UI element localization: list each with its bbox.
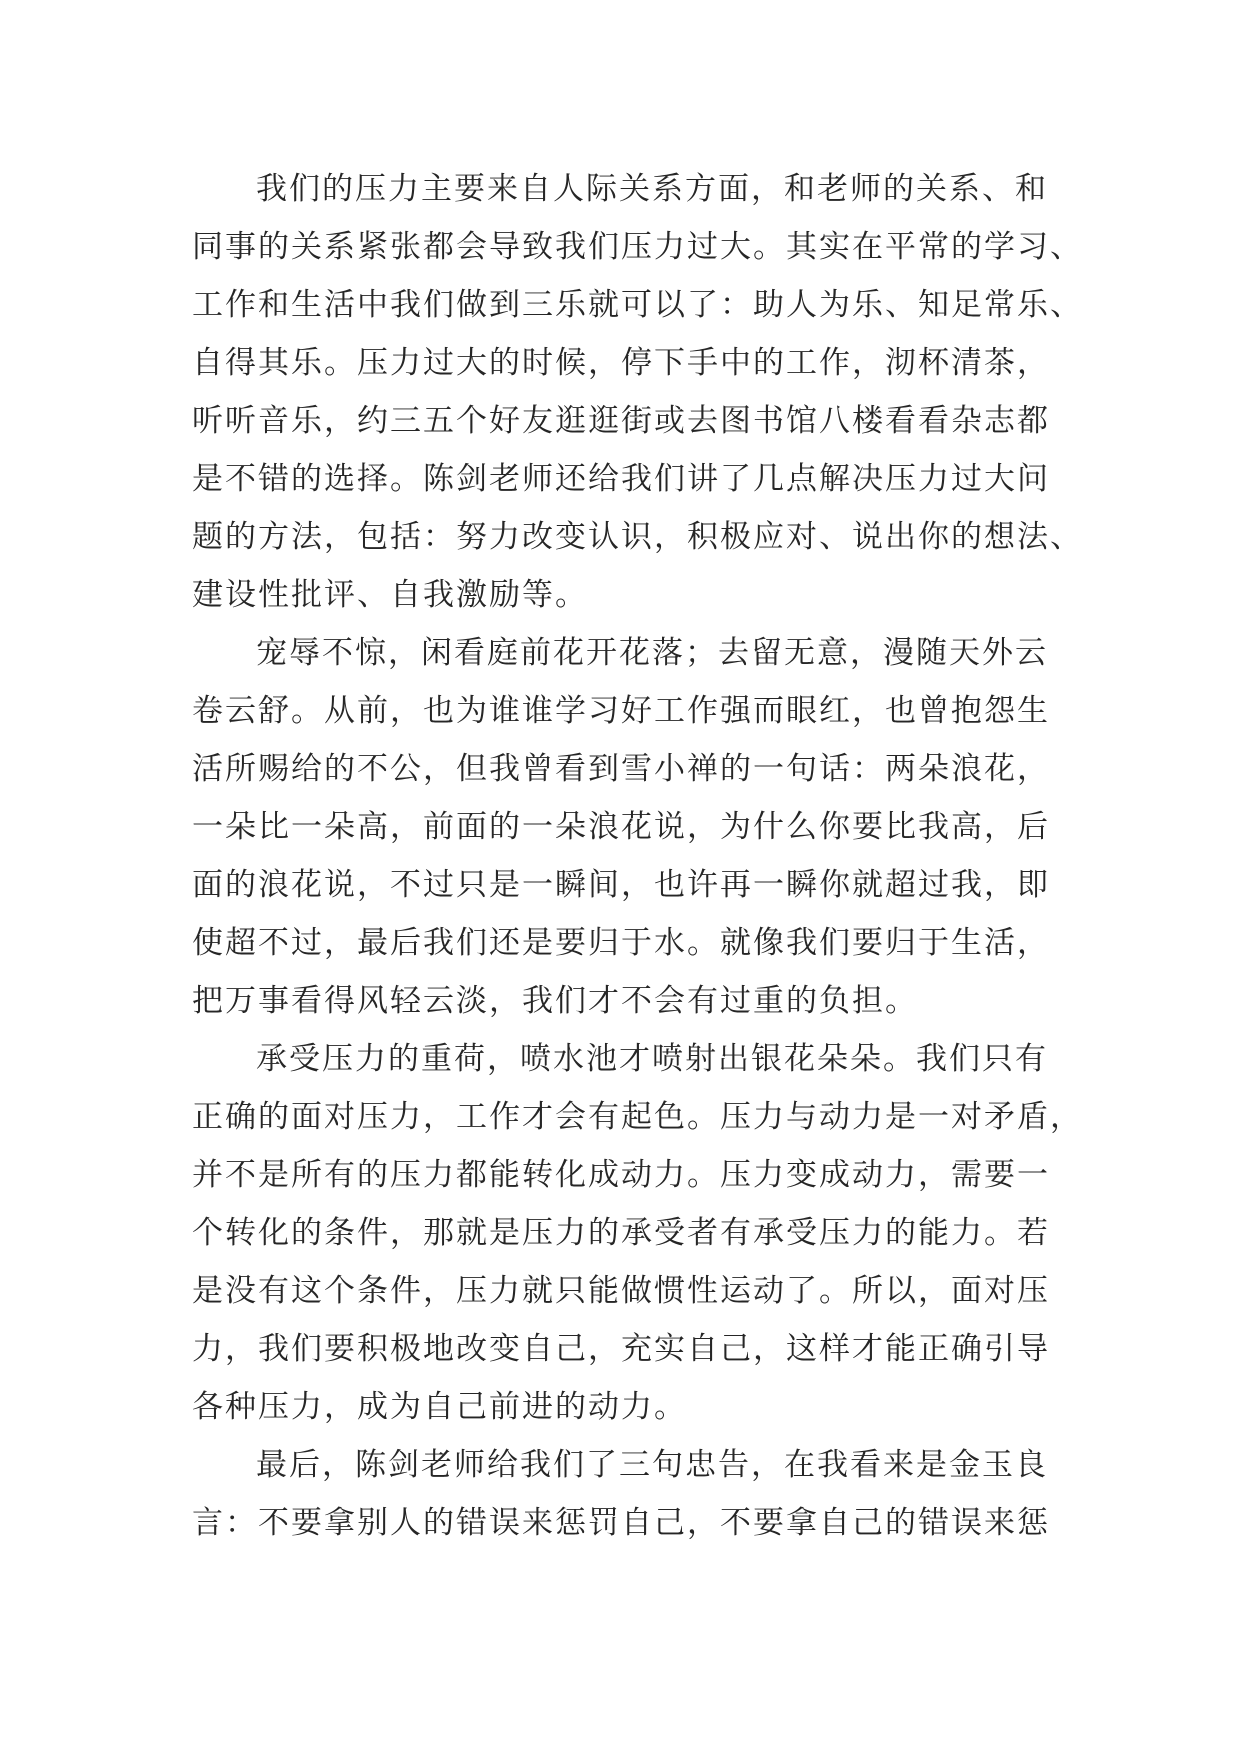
text-line: 是不错的选择。陈剑老师还给我们讲了几点解决压力过大问 (192, 461, 1050, 497)
text-line: 听听音乐，约三五个好友逛逛街或去图书馆八楼看看杂志都 (192, 403, 1050, 439)
text-line: 工作和生活中我们做到三乐就可以了：助人为乐、知足常乐、 (192, 287, 1083, 323)
text-line: 活所赐给的不公，但我曾看到雪小禅的一句话：两朵浪花， (192, 751, 1050, 787)
text-line: 我们的压力主要来自人际关系方面，和老师的关系、和 (256, 171, 1048, 207)
text-line: 一朵比一朵高，前面的一朵浪花说，为什么你要比我高，后 (192, 809, 1050, 845)
text-line: 宠辱不惊，闲看庭前花开花落；去留无意，漫随天外云 (256, 635, 1048, 671)
text-line: 个转化的条件，那就是压力的承受者有承受压力的能力。若 (192, 1215, 1050, 1251)
text-line: 最后，陈剑老师给我们了三句忠告，在我看来是金玉良 (256, 1447, 1048, 1483)
text-line: 正确的面对压力，工作才会有起色。压力与动力是一对矛盾， (192, 1099, 1083, 1135)
document-body (192, 160, 1083, 1552)
text-line: 承受压力的重荷，喷水池才喷射出银花朵朵。我们只有 (256, 1041, 1048, 1077)
text-line: 各种压力，成为自己前进的动力。 (192, 1389, 687, 1425)
text-line: 自得其乐。压力过大的时候，停下手中的工作，沏杯清茶， (192, 345, 1050, 381)
text-line: 建设性批评、自我激励等。 (192, 577, 588, 613)
text-line: 是没有这个条件，压力就只能做惯性运动了。所以，面对压 (192, 1273, 1050, 1309)
text-line: 力，我们要积极地改变自己，充实自己，这样才能正确引导 (192, 1331, 1050, 1367)
text-line: 卷云舒。从前，也为谁谁学习好工作强而眼红，也曾抱怨生 (192, 693, 1050, 729)
text-line: 使超不过，最后我们还是要归于水。就像我们要归于生活， (192, 925, 1050, 961)
text-line: 同事的关系紧张都会导致我们压力过大。其实在平常的学习、 (192, 229, 1083, 265)
text-line: 把万事看得风轻云淡，我们才不会有过重的负担。 (192, 983, 918, 1019)
text-line: 言：不要拿别人的错误来惩罚自己，不要拿自己的错误来惩 (192, 1505, 1050, 1541)
text-line: 题的方法，包括：努力改变认识，积极应对、说出你的想法、 (192, 519, 1083, 555)
text-line: 面的浪花说，不过只是一瞬间，也许再一瞬你就超过我，即 (192, 867, 1050, 903)
text-line: 并不是所有的压力都能转化成动力。压力变成动力，需要一 (192, 1157, 1050, 1193)
